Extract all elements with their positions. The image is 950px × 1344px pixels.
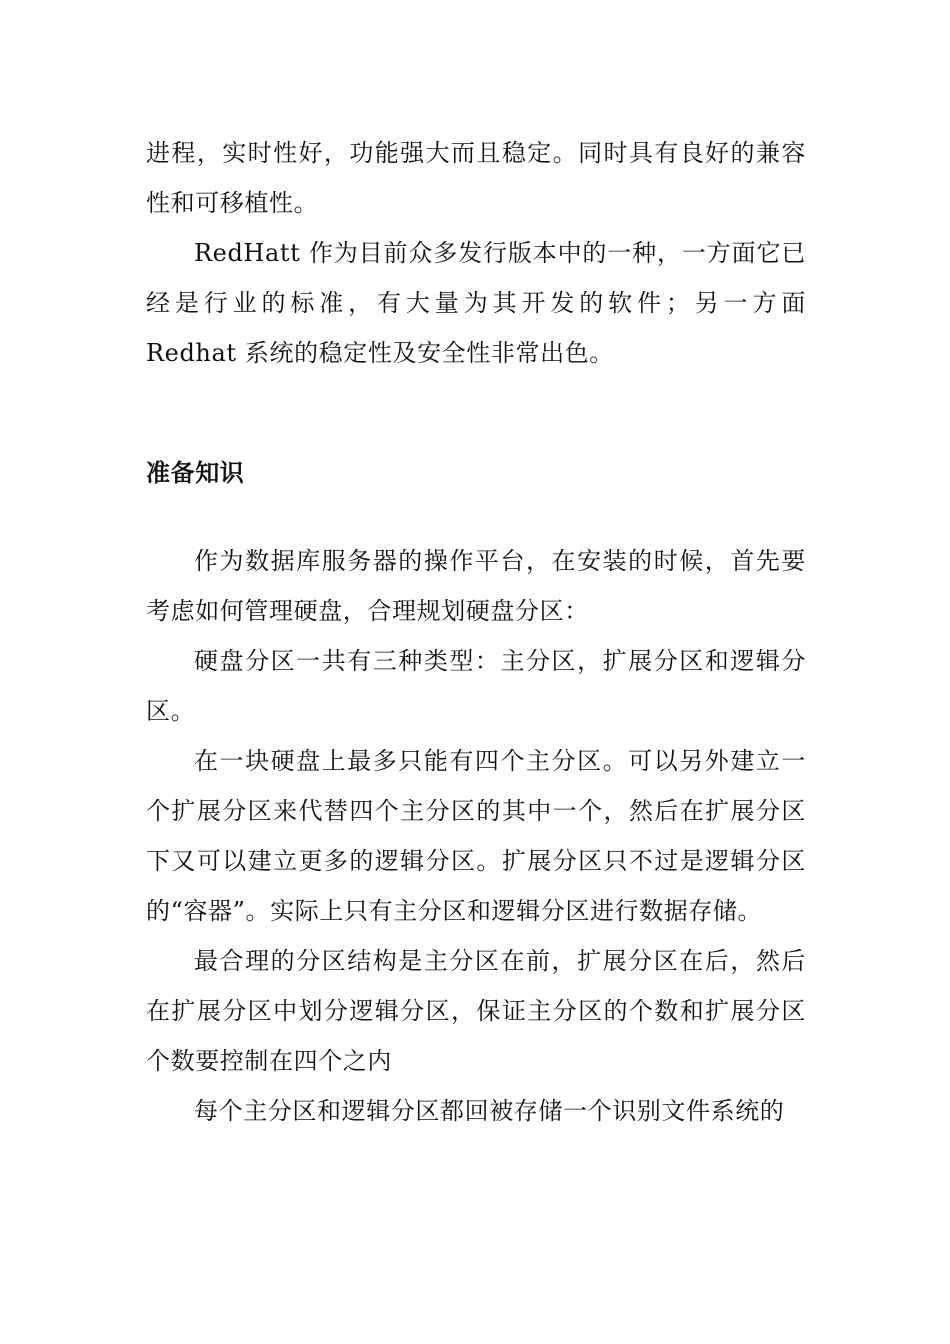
- paragraph-filesystem-id: 每个主分区和逻辑分区都回被存储一个识别文件系统的: [194, 1097, 785, 1125]
- paragraph-intro-continued: 进程，实时性好，功能强大而且稳定。同时具有良好的兼容性和可移植性。: [146, 139, 806, 217]
- paragraph-disk-planning: 作为数据库服务器的操作平台，在安装的时候，首先要考虑如何管理硬盘，合理规划硬盘分区：: [146, 547, 806, 625]
- paragraph-primary-limit: 在一块硬盘上最多只能有四个主分区。可以另外建立一个扩展分区来代替四个主分区的其中一个，然后在扩展分区下又可以建立更多的逻辑分区。扩展分区只不过是逻辑分区的“容器”。实际上只有主分区和逻辑分区进行数据存储。: [146, 747, 806, 925]
- section-heading: 准备知识: [146, 459, 245, 487]
- paragraph-partition-structure: 最合理的分区结构是主分区在前，扩展分区在后，然后在扩展分区中划分逻辑分区，保证主分区的个数和扩展分区个数要控制在四个之内: [146, 947, 806, 1075]
- document-body: [146, 128, 806, 1136]
- paragraph-partition-types: 硬盘分区一共有三种类型：主分区，扩展分区和逻辑分区。: [146, 647, 806, 725]
- paragraph-redhat: RedHatt 作为目前众多发行版本中的一种，一方面它已经是行业的标准，有大量为其开发的软件；另一方面 Redhat 系统的稳定性及安全性非常出色。: [146, 239, 806, 367]
